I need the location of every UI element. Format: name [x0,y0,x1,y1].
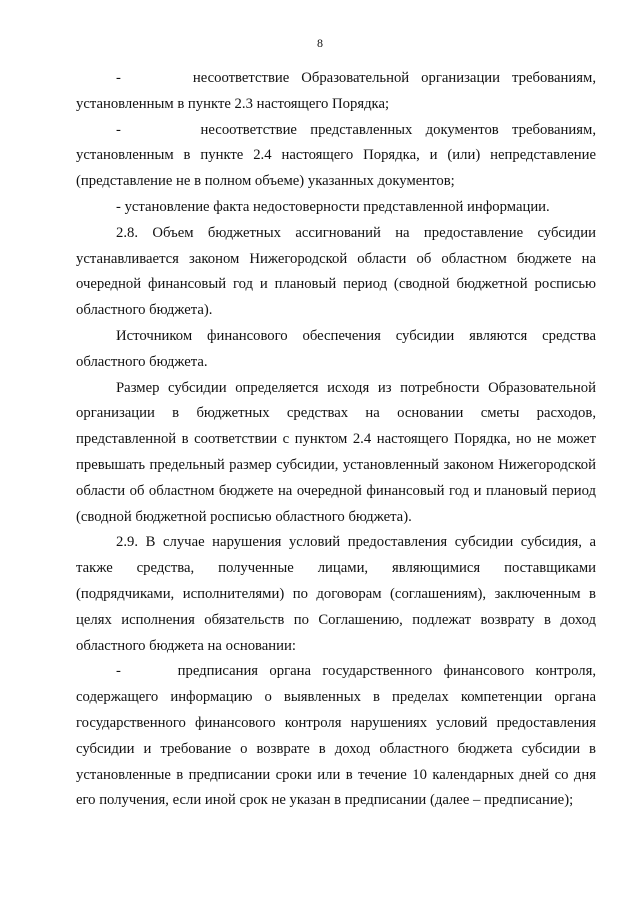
paragraph-funding-source: Источником финансового обеспечения субсидии являются средства областного бюджета. [76,327,596,370]
paragraph-nonconformity-documents: - несоответствие представленных документов требованиям, установленным в пункте 2.4 настоящего Порядка, и (или) непредставление (представление не в полном объеме) указанных документов; [76,121,596,190]
paragraph-section-2-8: 2.8. Объем бюджетных ассигнований на предоставление субсидии устанавливается законом Нижегородской области об областном бюджете на очередной финансовый год и плановый период (сводной бюджетной росписью областного бюджета). [76,224,596,319]
paragraph-subsidy-amount: Размер субсидии определяется исходя из потребности Образовательной организации в бюджетных средствах на основании сметы расходов, представленной в соответствии с пунктом 2.4 настоящего Порядка, но не может превышать предельный размер субсидии, установленный законом Нижегородской области об областном бюджете на очередной финансовый год и плановый период (сводной бюджетной росписью областного бюджета). [76,379,596,525]
paragraph-prescription: - предписания органа государственного финансового контроля, содержащего информацию о выявленных в пределах компетенции органа государственного финансового контроля нарушениях условий предоставления субсидии и требование о возврате в доход областного бюджета субсидии в установленные в предписании сроки или в течение 10 календарных дней со дня его получения, если иной срок не указан в предписании (далее – предписание); [76,663,596,809]
document-body [76,66,596,814]
page-number: 8 [317,36,323,50]
paragraph-nonconformity-organization: - несоответствие Образовательной организации требованиям, установленным в пункте 2.3 настоящего Порядка; [76,70,596,112]
paragraph-false-information: - установление факта недостоверности представленной информации. [116,198,550,215]
paragraph-section-2-9: 2.9. В случае нарушения условий предоставления субсидии субсидия, а также средства, полученные лицами, являющимися поставщиками (подрядчиками, исполнителями) по договорам (соглашениям), заключенным в целях исполнения обязательств по Соглашению, подлежат возврату в доход областного бюджета на основании: [76,534,596,654]
